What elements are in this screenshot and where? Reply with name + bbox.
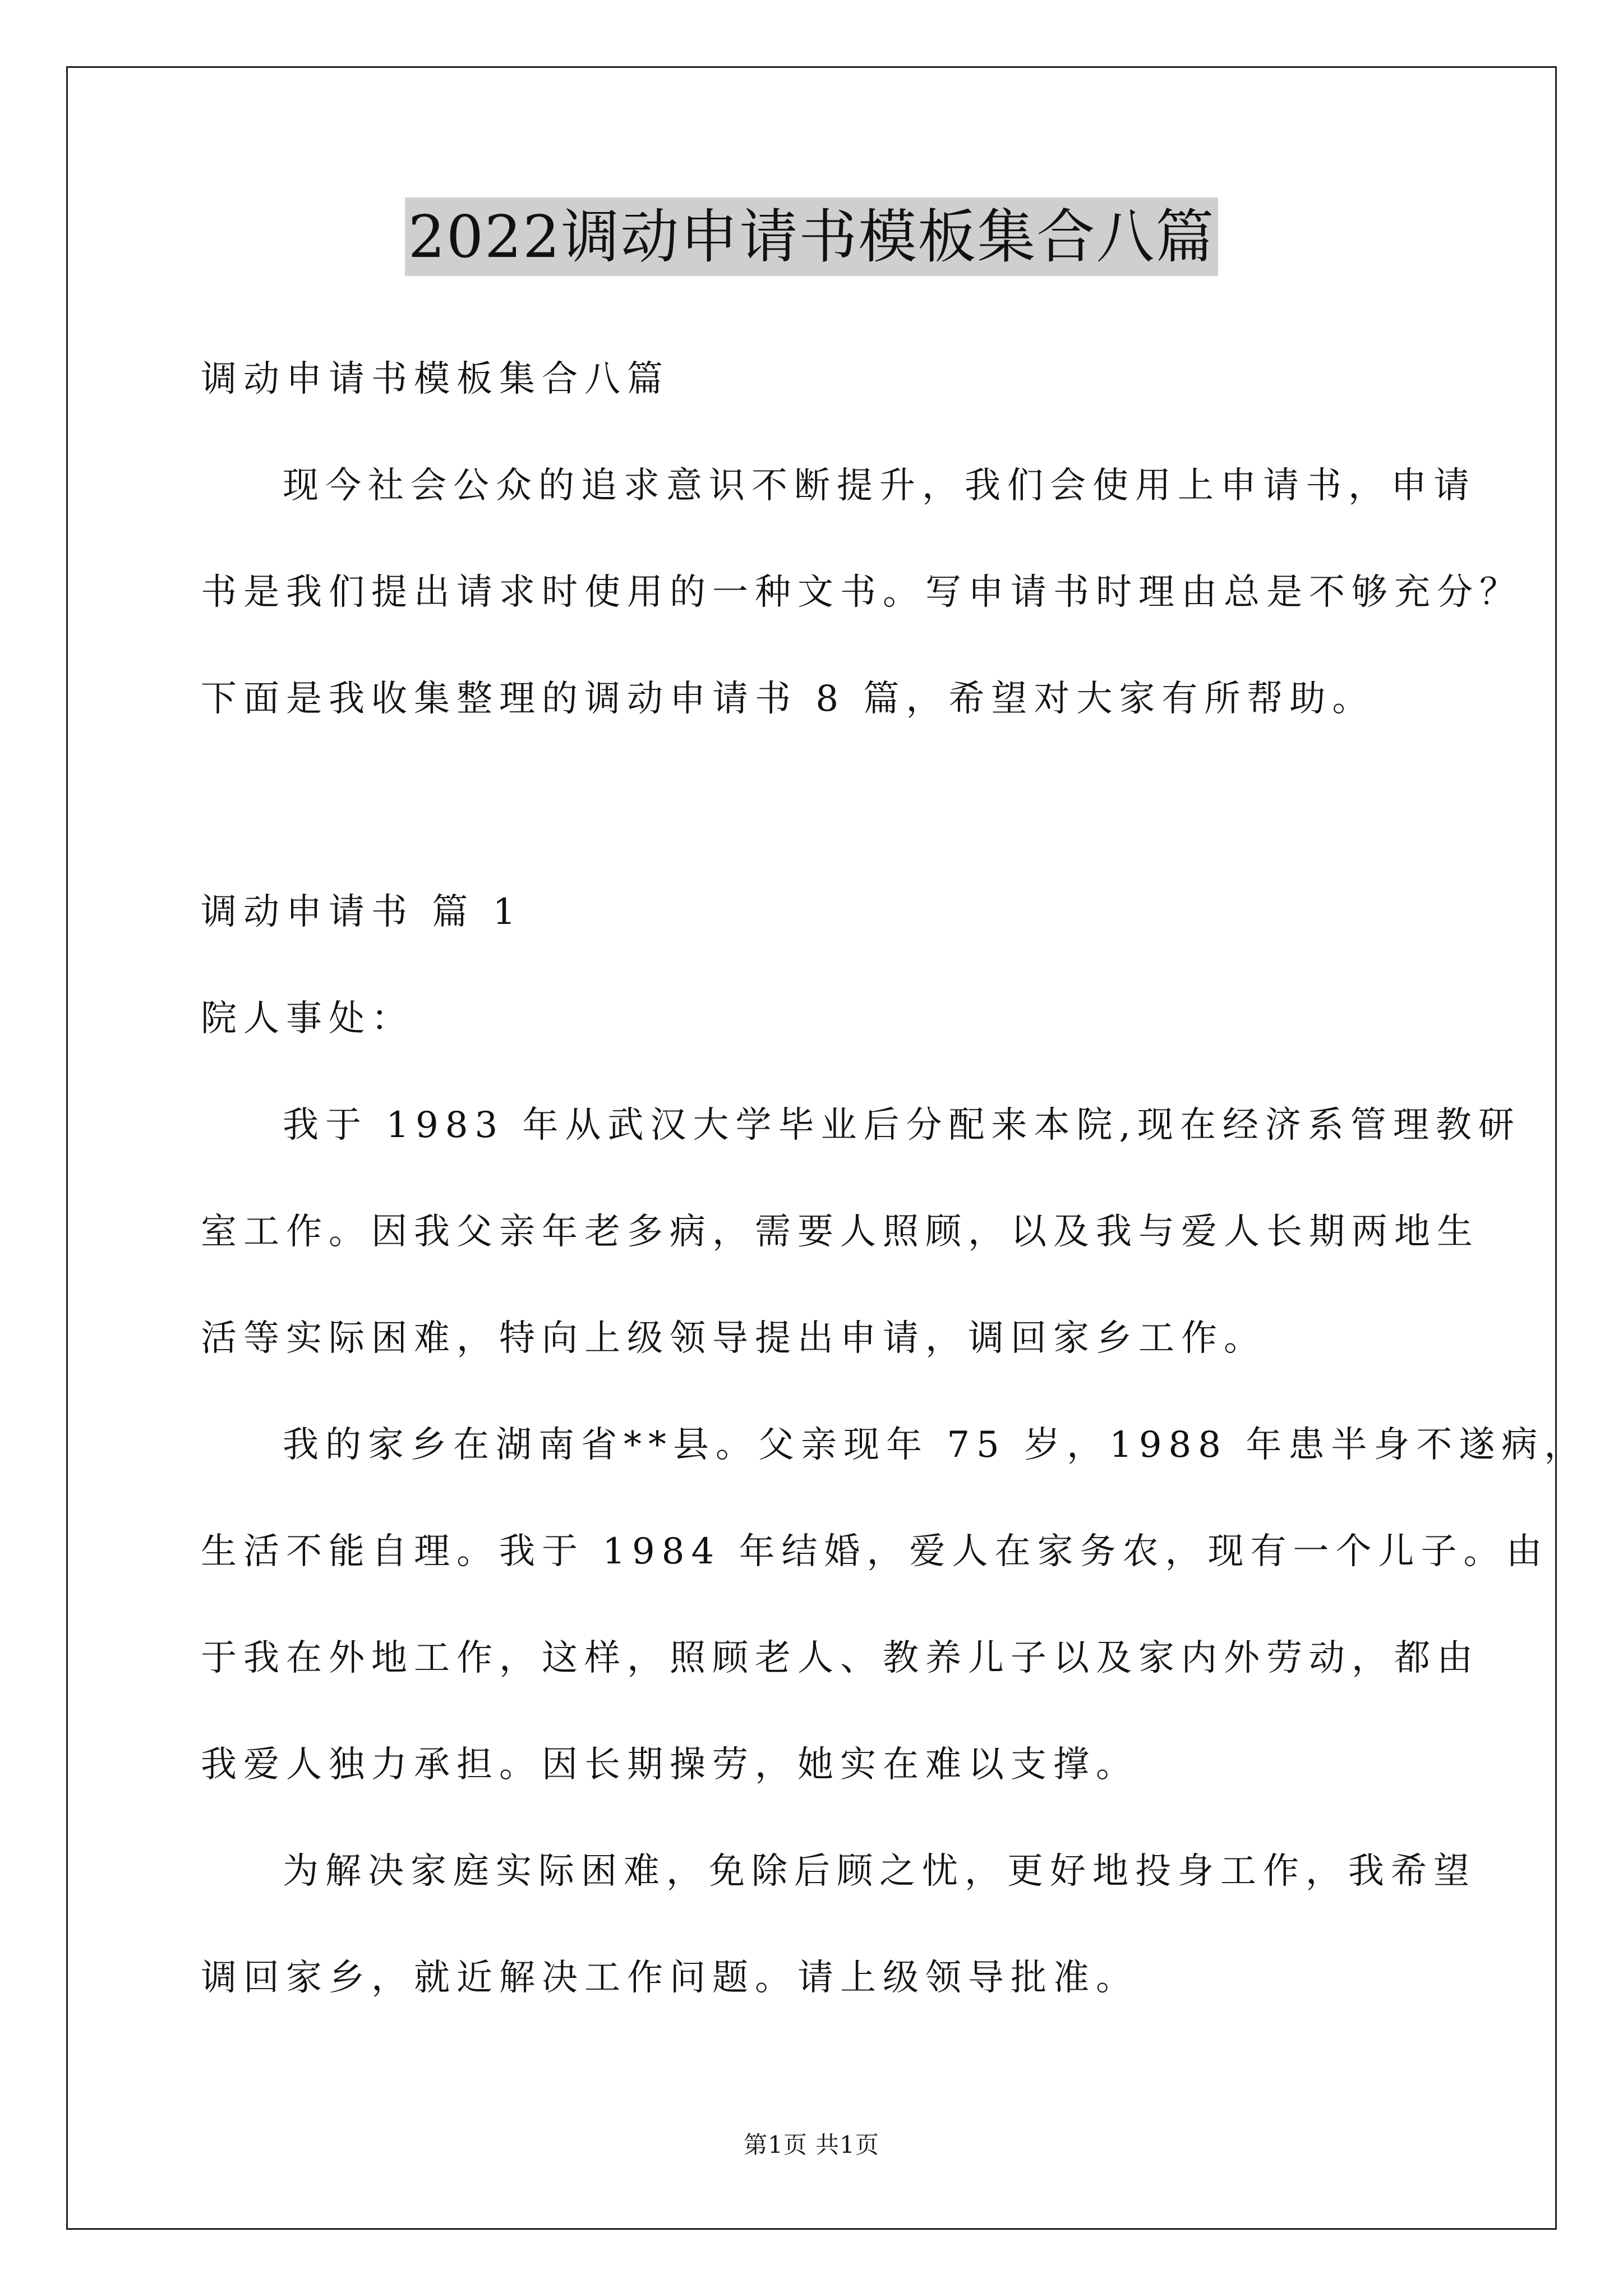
document-title: 2022调动申请书模板集合八篇 bbox=[405, 197, 1219, 276]
body-line-2: 室工作。因我父亲年老多病，需要人照顾，以及我与爱人长期两地生 bbox=[201, 1211, 1479, 1253]
body-line-6: 于我在外地工作，这样，照顾老人、教养儿子以及家内外劳动，都由 bbox=[201, 1637, 1479, 1679]
body-line-9: 调回家乡，就近解决工作问题。请上级领导批准。 bbox=[201, 1957, 1138, 1999]
intro-line-3: 下面是我收集整理的调动申请书 8 篇，希望对大家有所帮助。 bbox=[201, 678, 1375, 720]
salutation: 院人事处： bbox=[201, 998, 414, 1039]
body-line-3: 活等实际困难，特向上级领导提出申请，调回家乡工作。 bbox=[201, 1318, 1266, 1359]
intro-line-1: 现今社会公众的追求意识不断提升，我们会使用上申请书，申请 bbox=[283, 465, 1476, 507]
page-footer: 第1页 共1页 bbox=[744, 2131, 879, 2159]
document-subtitle: 调动申请书模板集合八篇 bbox=[201, 358, 670, 400]
title-container bbox=[0, 197, 1623, 276]
body-line-5: 生活不能自理。我于 1984 年结婚，爱人在家务农，现有一个儿子。由 bbox=[201, 1531, 1549, 1572]
intro-line-2: 书是我们提出请求时使用的一种文书。写申请书时理由总是不够充分？ bbox=[201, 572, 1522, 613]
body-line-7: 我爱人独力承担。因长期操劳，她实在难以支撑。 bbox=[201, 1744, 1138, 1786]
body-line-1: 我于 1983 年从武汉大学毕业后分配来本院,现在经济系管理教研 bbox=[283, 1105, 1521, 1146]
section-heading: 调动申请书 篇 1 bbox=[201, 891, 523, 933]
body-line-4: 我的家乡在湖南省**县。父亲现年 75 岁，1988 年患半身不遂病， bbox=[283, 1424, 1587, 1466]
body-line-8: 为解决家庭实际困难，免除后顾之忧，更好地投身工作，我希望 bbox=[283, 1851, 1476, 1892]
